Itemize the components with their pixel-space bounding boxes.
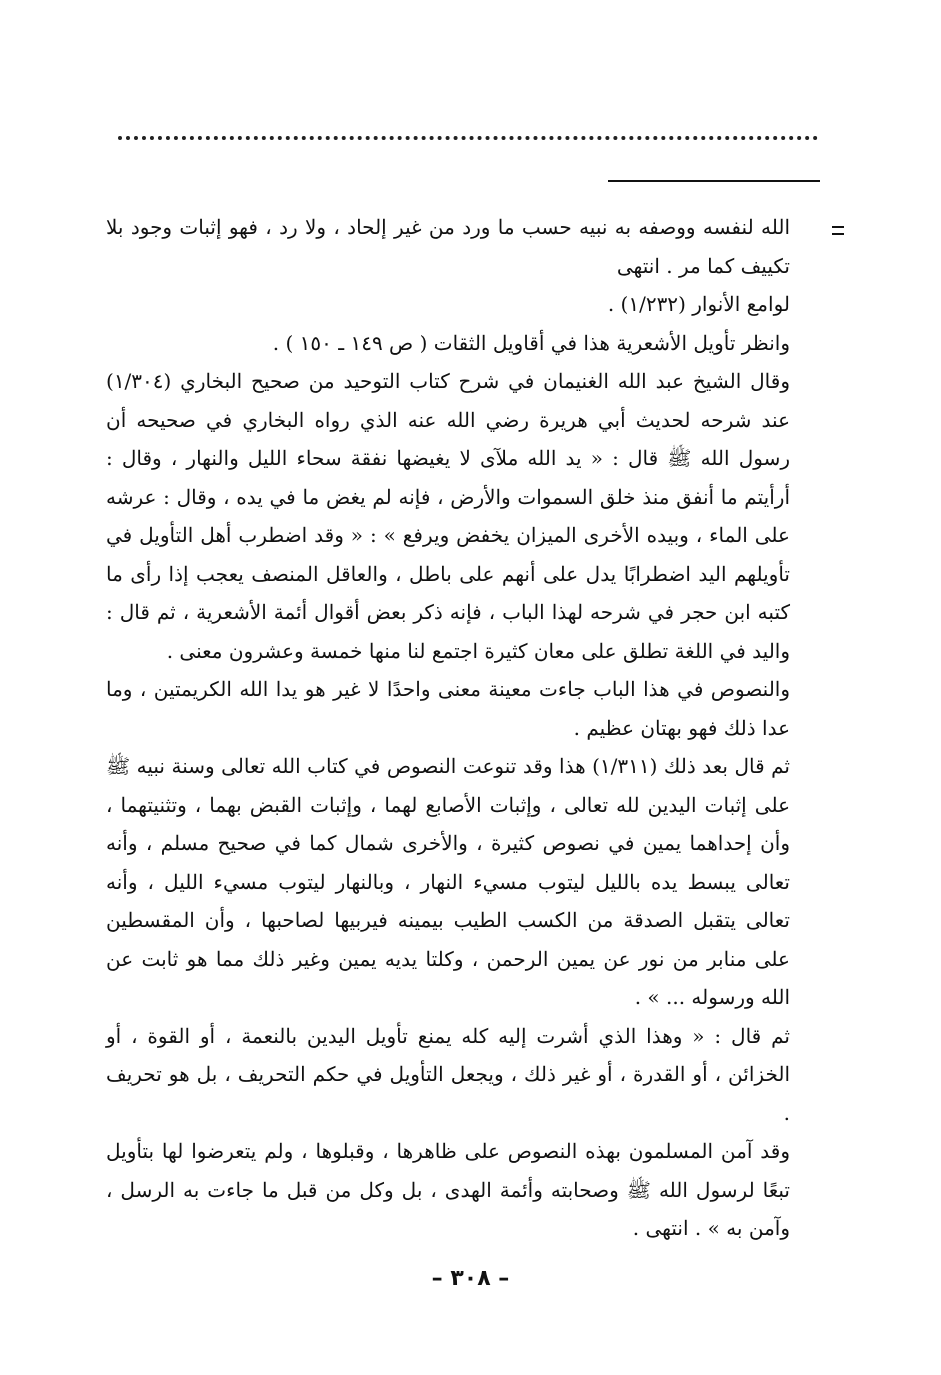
- paragraph-3: وانظر تأويل الأشعرية هذا في أقاويل الثقات ( ص ١٤٩ ـ ١٥٠ ) .: [272, 330, 790, 355]
- paragraph-8: وقد آمن المسلمون بهذه النصوص على ظاهرها ، وقبلوها ، ولم يتعرضوا لها بتأويل تبعًا لرسول الله ﷺ وصحابته وأئمة الهدى ، بل وكل من قبل ما جاءت به الرسل ، وآمن به » . انتهى .: [106, 1139, 790, 1240]
- paragraph-6: ثم قال بعد ذلك (١/٣١١) هذا وقد تنوعت النصوص في كتاب الله تعالى وسنة نبيه ﷺ على إثبات اليدين لله تعالى ، وإثبات الأصابع لهما ، وإثبات القبض بهما ، وتثنيتهما ، وأن إحداهما يمين في نصوص كثيرة ، والأخرى شمال كما في صحيح مسلم ، وأنه تعالى يبسط يده بالليل ليتوب مسيء النهار ، وبالنهار ليتوب مسيء الليل ، وأنه تعالى يتقبل الصدقة من الكسب الطيب بيمينه فيربيها لصاحبها ، وأن المقسطين على منابر من نور عن يمين الرحمن ، وكلتا يديه يمين وغير ذلك مما هو ثابت عن الله ورسوله ... » .: [106, 754, 790, 1009]
- paragraph-4: وقال الشيخ عبد الله الغنيمان في شرح كتاب التوحيد من صحيح البخاري (١/٣٠٤) عند شرحه لحديث أبي هريرة رضي الله عنه الذي رواه البخاري في صحيحه أن رسول الله ﷺ قال : « يد الله ملآى لا يغيضها نفقة سحاء الليل والنهار ، وقال : أرأيتم ما أنفق منذ خلق السموات والأرض ، فإنه لم يغض ما في يده ، وقال : عرشه على الماء ، وبيده الأخرى الميزان يخفض ويرفع » : « وقد اضطرب أهل التأويل في تأويلهم اليد اضطرابًا يدل على أنهم على باطل ، والعاقل المنصف يعجب إذا رأى ما كتبه ابن حجر في شرحه لهذا الباب ، فإنه ذكر بعض أقوال أئمة الأشعرية ، ثم قال : واليد في اللغة تطلق على معان كثيرة اجتمع لنا منها خمسة وعشرون معنى .: [106, 369, 790, 663]
- paragraph-1: الله لنفسه ووصفه به نبيه حسب ما ورد من غير إلحاد ، ولا رد ، فهو إثبات وجود بلا تكييف كما مر . انتهى: [106, 215, 790, 278]
- paragraph-5: والنصوص في هذا الباب جاءت معينة معنى واحدًا لا غير هو يدا الله الكريمتين ، وما عدا ذلك فهو بهتان عظيم .: [106, 677, 790, 740]
- paragraph-7: ثم قال : « وهذا الذي أشرت إليه كله يمنع تأويل اليدين بالنعمة ، أو القوة ، أو الخزائن ، أو القدرة ، أو غير ذلك ، ويجعل التأويل في حكم التحريف ، بل هو تحريف .: [106, 1023, 790, 1125]
- dotted-separator: [118, 136, 818, 140]
- footnote-text-block: [106, 208, 790, 1248]
- paragraph-2: لوامع الأنوار (١/٢٣٢) .: [607, 292, 790, 316]
- page-number: – ٣٠٨ –: [431, 1266, 510, 1291]
- footnote-continuation-mark: [832, 226, 844, 235]
- footnote-separator-line: [608, 180, 820, 182]
